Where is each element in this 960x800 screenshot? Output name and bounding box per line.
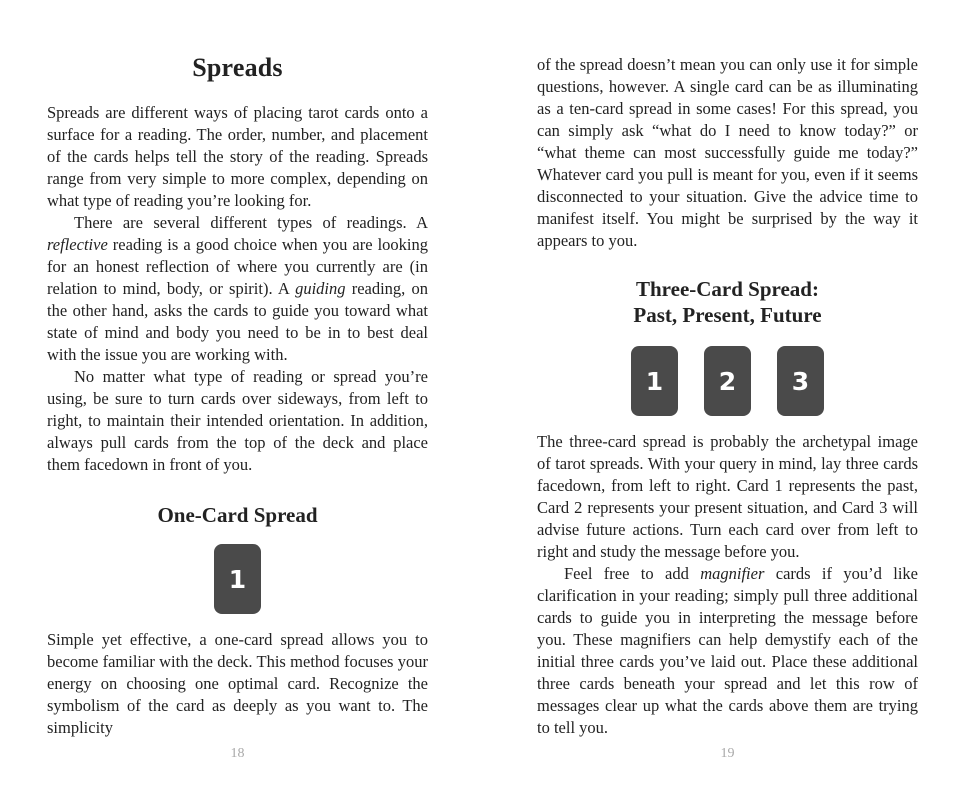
card-number: 1 xyxy=(228,564,247,594)
page-number-right: 19 xyxy=(720,746,735,761)
page-left xyxy=(47,0,428,800)
text-segment: The three-card spread is probably the archetypal image of tarot spreads. With your query in mind, lay three cards facedown, from left to right. Card 1 represents the past, Card 2 represents your present situation, and Card 3 will advise future actions. Turn each card over from left to right and study the message before you. xyxy=(537,432,918,561)
left-page-body xyxy=(47,102,428,476)
right-page-body-after-figure xyxy=(537,431,918,739)
italic-term: guiding xyxy=(295,279,346,298)
heading-line-1: Three-Card Spread: xyxy=(636,277,819,301)
three-card-spread-figure xyxy=(537,346,918,416)
card-number: 2 xyxy=(718,366,737,396)
text-segment: Feel free to add xyxy=(564,564,701,583)
card-number: 3 xyxy=(791,366,810,396)
three-card-spread-heading xyxy=(537,276,918,328)
text-segment: cards if you’d like clarification in your reading; simply pull three additional cards to guide you in interpreting the message before you. These magnifiers can help demystify each of the initial three cards you’ve laid out. Place these additional three cards beneath your spread and let this row of messages clear up what the cards above them are trying to tell you. xyxy=(537,564,918,737)
paragraph xyxy=(47,366,428,476)
text-segment: reading, on the other hand, asks the cards to guide you toward what state of mind and body you need to be in to best deal with the issue you are working with. xyxy=(47,279,428,364)
text-segment: Simple yet effective, a one-card spread allows you to become familiar with the deck. This method focuses your energy on choosing one optimal card. Recognize the symbolism of the card as deeply as you want to. The simplicity xyxy=(47,630,428,737)
page-right xyxy=(537,0,918,800)
text-segment: reading is a good choice when you are looking for an honest reflection of where you currently are (in relation to mind, body, or spirit). A xyxy=(47,235,428,298)
page-number-left: 18 xyxy=(230,746,245,761)
text-segment: of the spread doesn’t mean you can only use it for simple questions, however. A single card can be as illuminating as a ten-card spread in some cases! For this spread, you can simply ask “what do I need to know today?” or “what theme can most successfully guide me today?” Whatever card you pull is meant for you, even if it seems disconnected to your situation. Give the advice time to manifest itself. You might be surprised by the way it appears to you. xyxy=(537,55,918,250)
card-number: 1 xyxy=(645,366,664,396)
paragraph xyxy=(537,563,918,739)
one-card-spread-heading: One-Card Spread xyxy=(157,503,318,527)
tarot-card-placeholder xyxy=(631,346,678,416)
italic-term: reflective xyxy=(47,235,108,254)
tarot-card-placeholder xyxy=(214,544,261,614)
right-page-body xyxy=(537,0,918,252)
paragraph xyxy=(537,431,918,563)
paragraph xyxy=(47,629,428,739)
text-segment: There are several different types of readings. A xyxy=(74,213,428,232)
one-card-spread-figure xyxy=(47,544,428,614)
italic-term: magnifier xyxy=(700,564,765,583)
chapter-title: Spreads xyxy=(192,53,283,82)
text-segment: Spreads are different ways of placing tarot cards onto a surface for a reading. The order, number, and placement of the cards helps tell the story of the reading. Spreads range from very simple to more complex, depending on what type of reading you’re looking for. xyxy=(47,103,428,210)
text-segment: No matter what type of reading or spread you’re using, be sure to turn cards over sideways, from left to right, to maintain their intended orientation. In addition, always pull cards from the top of the deck and place them facedown in front of you. xyxy=(47,367,428,474)
heading-line-2: Past, Present, Future xyxy=(633,303,822,327)
tarot-card-placeholder xyxy=(704,346,751,416)
tarot-card-placeholder xyxy=(777,346,824,416)
left-page-body-after-figure xyxy=(47,629,428,739)
paragraph xyxy=(537,54,918,252)
paragraph xyxy=(47,102,428,212)
paragraph xyxy=(47,212,428,366)
